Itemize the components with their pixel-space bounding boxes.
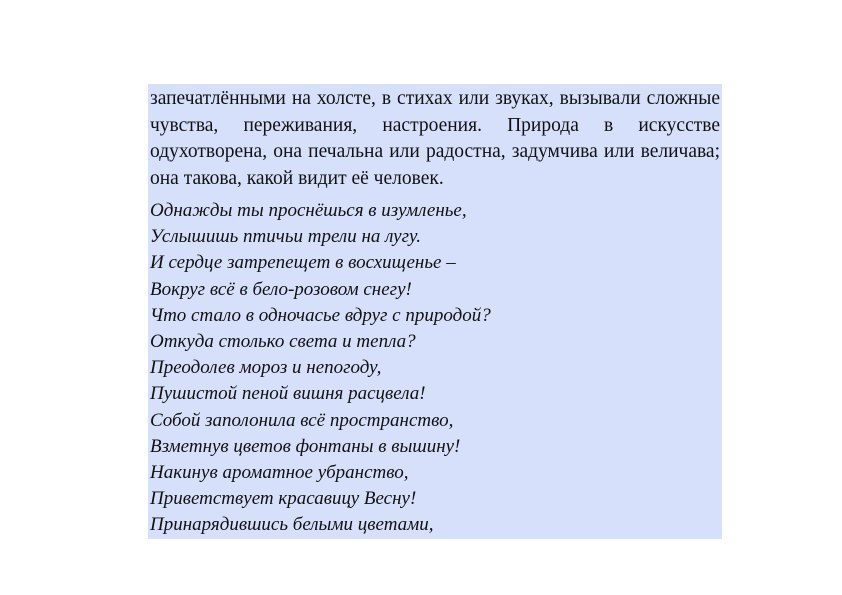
poem-line: Взметнув цветов фонтаны в вышину! xyxy=(150,435,461,457)
poem-line: Что стало в одночасье вдруг с природой? xyxy=(150,304,491,326)
poem-line: Однажды ты проснёшься в изумленье, xyxy=(150,200,467,221)
poem-line: Откуда столько света и тепла? xyxy=(150,331,416,353)
text-box xyxy=(148,84,722,539)
poem-line: Накинув ароматное убранство, xyxy=(150,462,409,484)
poem xyxy=(150,198,720,539)
poem-line: Собой заполонила всё пространство, xyxy=(150,409,454,431)
poem-line: И сердце затрепещет в восхищенье – xyxy=(150,252,456,274)
poem-line: Вокруг всё в бело-розовом снегу! xyxy=(150,278,412,300)
poem-line: Пушистой пеной вишня расцвела! xyxy=(150,383,426,405)
poem-line: Преодолев мороз и непогоду, xyxy=(150,357,382,379)
prose-paragraph: запечатлёнными на холсте, в стихах или звуках, вызывали сложные чувства, переживания, настроения. Природа в искусстве одухотворена, она печальна или радостна, задумчива или величава; она такова, какой видит её человек. xyxy=(150,88,720,189)
poem-line: Принарядившись белыми цветами, xyxy=(150,514,434,536)
poem-line: Приветствует красавицу Весну! xyxy=(150,488,417,510)
poem-line: Услышишь птичьи трели на лугу. xyxy=(150,226,422,248)
